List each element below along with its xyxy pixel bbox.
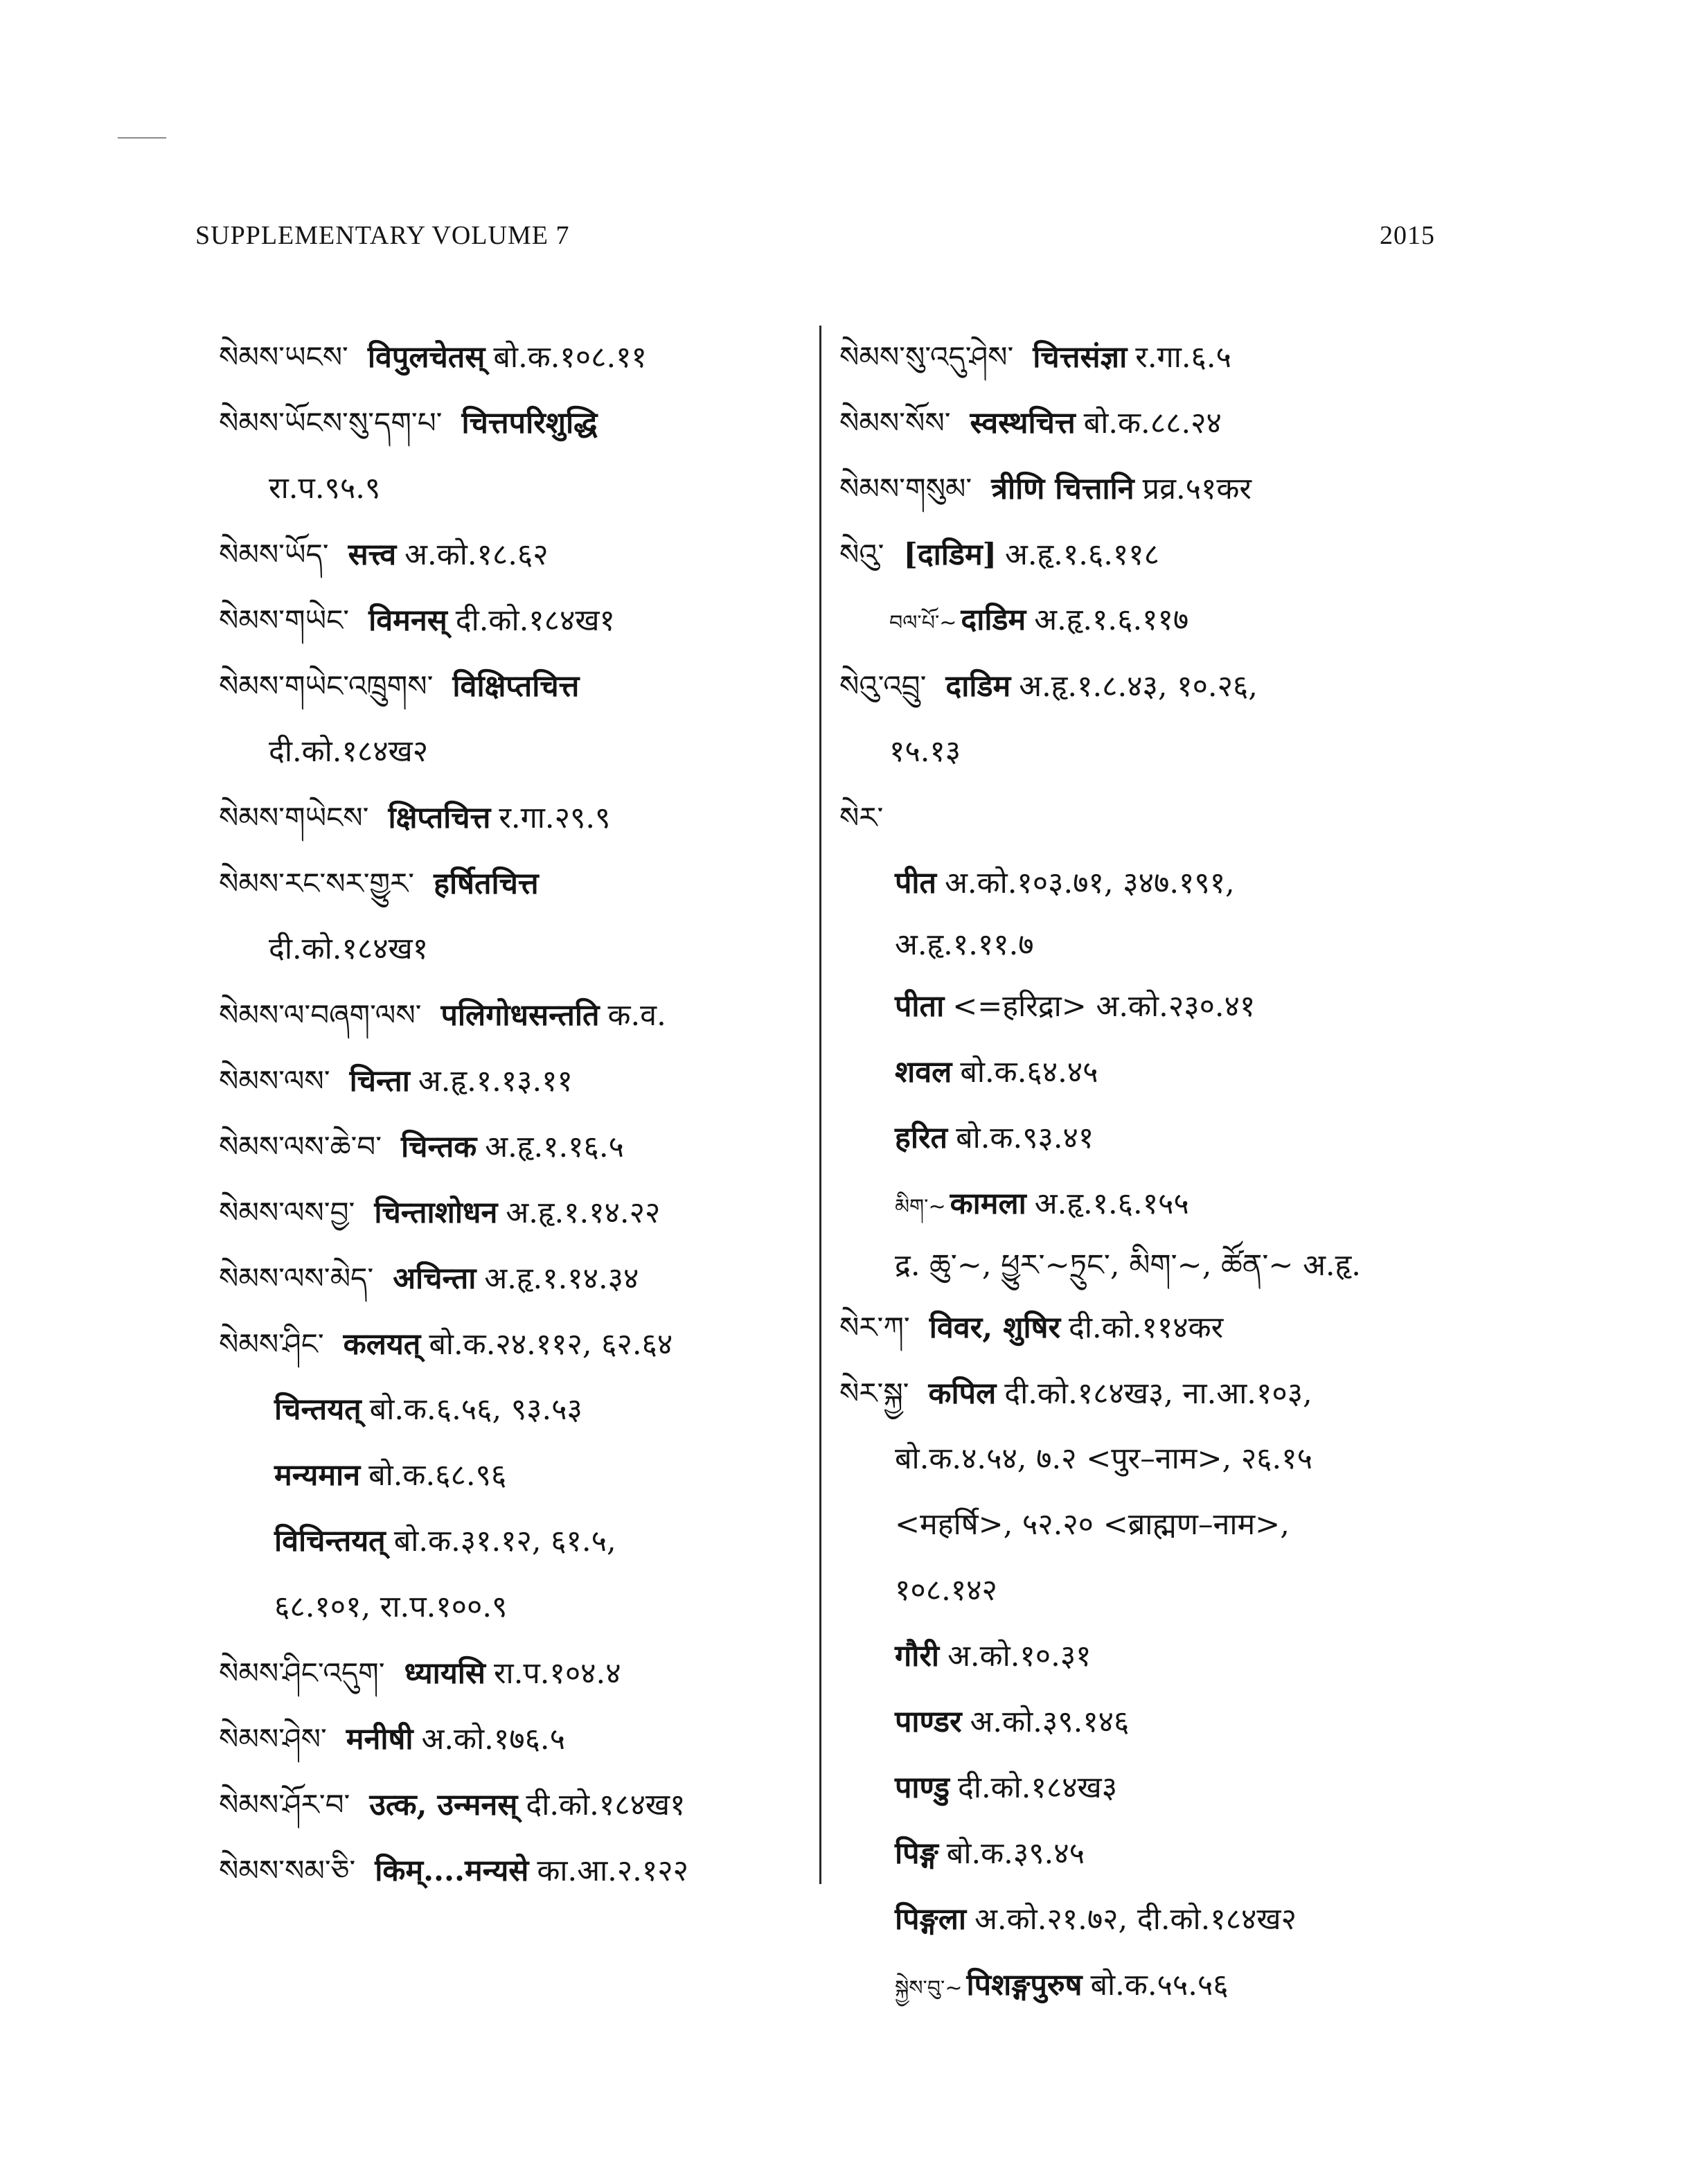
- sanskrit-equivalent: क्षिप्तचित्त: [388, 801, 491, 835]
- source-reference: अ.हृ.१.११.७: [895, 927, 1034, 962]
- source-reference: दी.को.१८४ख१: [455, 603, 615, 638]
- sanskrit-equivalent: पलिगोधसन्तति: [440, 998, 600, 1033]
- dictionary-entry: [839, 1492, 1442, 1558]
- source-reference: र.गा.६.५: [1135, 340, 1231, 375]
- dictionary-entry: [219, 1640, 808, 1706]
- source-reference: बो.क.६४.४५: [960, 1055, 1098, 1090]
- source-reference: का.आ.२.१२२: [537, 1854, 688, 1888]
- source-reference: अ.हृ.१.१४.३४: [484, 1261, 639, 1296]
- source-reference: अ.हृ.१.६.११७: [1034, 603, 1189, 637]
- dictionary-entry: [839, 1106, 1442, 1171]
- sanskrit-equivalent: पीत: [895, 866, 937, 900]
- source-reference: बो.क.५५.५६: [1090, 1968, 1229, 2003]
- dictionary-entry: [219, 653, 808, 719]
- sanskrit-equivalent: स्वस्थचित्त: [970, 406, 1076, 441]
- tibetan-subword: མིག་~: [895, 1195, 946, 1219]
- tibetan-headword: སེམས་སུ་འདུ་ཤེས་: [839, 340, 1014, 374]
- tibetan-subword: བལ་པོ་~: [889, 611, 957, 635]
- tibetan-headword: སེམས་ཤོར་བ་: [219, 1788, 350, 1822]
- tibetan-headword: སེམས་གཡེང་འཁྲུགས་: [219, 669, 434, 703]
- source-reference: अ.को.१०.३१: [947, 1639, 1092, 1673]
- dictionary-entry: [219, 1443, 808, 1509]
- tibetan-headword: སེའུ་འབྲུ་: [839, 669, 927, 703]
- source-reference: दी.को.१८४ख३: [958, 1770, 1118, 1805]
- source-reference: दी.को.१८४ख३, ना.आ.१०३,: [1004, 1376, 1312, 1411]
- sanskrit-equivalent: उत्क, उन्मनस्: [369, 1788, 518, 1822]
- sanskrit-equivalent: चिन्ताशोधन: [374, 1196, 498, 1230]
- source-reference: अ.को.१८.६२: [404, 538, 549, 572]
- sanskrit-equivalent: पिङ्ग: [895, 1836, 938, 1871]
- sanskrit-equivalent: कामला: [950, 1187, 1026, 1221]
- tibetan-headword: སེམས་ལས་བྱ་: [219, 1196, 355, 1229]
- source-reference: १५.१३: [889, 734, 961, 769]
- sanskrit-equivalent: चिन्तयत्: [274, 1392, 362, 1427]
- header-title: SUPPLEMENTARY VOLUME 7: [195, 221, 570, 250]
- dictionary-entry: [839, 1887, 1442, 1953]
- tibetan-subword: སྐྱེས་བུ་~: [895, 1976, 963, 2000]
- source-reference: दी.को.११४कर: [1069, 1311, 1224, 1345]
- dictionary-entry: [219, 1245, 808, 1311]
- dictionary-entry: [839, 1360, 1442, 1426]
- dictionary-entry: [839, 1426, 1442, 1492]
- source-reference: प्रव्र.५१कर: [1142, 472, 1252, 506]
- source-reference: अ.को.३९.१४६: [970, 1705, 1130, 1739]
- dictionary-entry: [839, 390, 1442, 456]
- source-reference: क.व.: [607, 998, 666, 1033]
- source-reference: र.गा.२९.९: [499, 801, 611, 835]
- source-reference: ६८.१०१, रा.प.१००.९: [274, 1590, 508, 1624]
- tibetan-headword: སེར་ཀ་: [839, 1311, 910, 1344]
- source-reference: अ.हृ.१.१४.२२: [506, 1196, 661, 1230]
- dictionary-entry: [219, 324, 808, 390]
- sanskrit-equivalent: गौरी: [895, 1639, 940, 1673]
- sanskrit-equivalent: सत्त्व: [348, 538, 397, 572]
- sanskrit-equivalent: पाण्डर: [895, 1705, 962, 1739]
- sanskrit-equivalent: विवर, शुषिर: [929, 1311, 1061, 1345]
- right-column: [839, 324, 1442, 2018]
- running-header: [195, 220, 1435, 262]
- dictionary-entry: [219, 1377, 808, 1443]
- sanskrit-equivalent: चिन्ता: [349, 1064, 410, 1099]
- sanskrit-equivalent: हरित: [895, 1121, 948, 1155]
- dictionary-entry: [219, 1114, 808, 1180]
- source-reference: अ.को.२१.७२, दी.को.१८४ख२: [974, 1902, 1297, 1937]
- tibetan-headword: སེམས་ལས་: [219, 1064, 330, 1098]
- dictionary-entry: [219, 390, 808, 456]
- tibetan-headword: སེམས་ལ་བཞག་ལས་: [219, 998, 422, 1032]
- sanskrit-equivalent: मनीषी: [346, 1722, 413, 1757]
- dictionary-entry: [219, 1509, 808, 1574]
- dictionary-entry: [219, 916, 808, 982]
- sanskrit-equivalent: अचिन्ता: [393, 1261, 477, 1296]
- sanskrit-equivalent: विक्षिप्तचित्त: [452, 669, 580, 704]
- dictionary-entry: [219, 851, 808, 916]
- dictionary-entry: [839, 1821, 1442, 1887]
- tibetan-headword: སེམས་ཤེས་: [219, 1722, 327, 1756]
- dictionary-entry: [839, 1558, 1442, 1624]
- sanskrit-equivalent: दाडिम: [961, 603, 1026, 637]
- dictionary-entry: [839, 1295, 1442, 1360]
- source-reference: अ.हृ.१.६.१५५: [1034, 1187, 1189, 1221]
- tibetan-headword: སེམས་གསུམ་: [839, 472, 972, 506]
- source-reference: अ.को.१७६.५: [421, 1722, 565, 1757]
- tibetan-headword: སེམས་ཡོད་: [219, 538, 329, 571]
- dictionary-entry: [839, 522, 1442, 587]
- source-reference: <=हरिद्रा> अ.को.२३०.४१: [952, 989, 1256, 1024]
- source-reference: बो.क.४.५४, ७.२ <पुर–नाम>, २६.१५: [895, 1441, 1312, 1476]
- source-reference: दी.को.१८४ख१: [269, 932, 429, 966]
- sanskrit-equivalent: चित्तसंज्ञा: [1033, 340, 1128, 375]
- dictionary-entry: [219, 1311, 808, 1377]
- dictionary-entry: [219, 1706, 808, 1772]
- sanskrit-equivalent: ध्यायसि: [404, 1656, 486, 1691]
- sanskrit-equivalent: विमनस्: [368, 603, 447, 638]
- source-reference: बो.क.३१.१२, ६१.५,: [393, 1524, 616, 1559]
- sanskrit-equivalent: विपुलचेतस्: [367, 340, 486, 375]
- sanskrit-equivalent: हर्षितचित्त: [434, 867, 539, 901]
- sanskrit-equivalent: पिशङ्गपुरुष: [966, 1968, 1083, 2003]
- source-reference: बो.क.९३.४१: [956, 1121, 1094, 1155]
- sanskrit-equivalent: त्रीणि चित्तानि: [991, 472, 1134, 506]
- sanskrit-equivalent: पीता: [895, 989, 945, 1024]
- source-reference: दी.को.१८४ख१: [526, 1788, 686, 1822]
- dictionary-entry: [839, 916, 1442, 974]
- dictionary-entry: [219, 1838, 808, 1903]
- source-reference: अ.को.१०३.७१, ३४७.१९१,: [945, 866, 1235, 900]
- dictionary-entry: [839, 785, 1442, 851]
- source-reference: १०८.१४२: [895, 1573, 997, 1608]
- dictionary-entry: [219, 1048, 808, 1114]
- tibetan-headword: སེམས་རང་སར་གྱུར་: [219, 867, 415, 900]
- left-column: [219, 324, 808, 1903]
- source-reference: बो.क.६.५६, ९३.५३: [369, 1392, 582, 1427]
- dictionary-entry: [219, 587, 808, 653]
- tibetan-headword: སེར་སྐྱ་: [839, 1376, 909, 1410]
- tibetan-headword: སེམས་སོས་: [839, 406, 951, 440]
- sanskrit-equivalent: पाण्डु: [895, 1770, 950, 1805]
- sanskrit-equivalent: पिङ्गला: [895, 1902, 967, 1937]
- dictionary-entry: [219, 982, 808, 1048]
- tibetan-headword: སེའུ་: [839, 538, 884, 571]
- source-reference: अ.हृ.१.६.११८: [1005, 538, 1159, 572]
- dictionary-entry: [219, 522, 808, 587]
- source-reference: बो.क.२४.११२, ६२.६४: [429, 1327, 673, 1362]
- dictionary-entry: [839, 1689, 1442, 1755]
- dictionary-entry: [839, 587, 1442, 653]
- tibetan-headword: སེམས་ཡོངས་སུ་དག་པ་: [219, 406, 443, 440]
- source-reference: दी.को.१८४ख२: [269, 734, 429, 769]
- tibetan-headword: སེམས་ཡངས་: [219, 340, 348, 374]
- sanskrit-equivalent: शवल: [895, 1055, 952, 1090]
- sanskrit-equivalent: चित्तपरिशुद्धि: [461, 406, 598, 441]
- dictionary-entry: [219, 1772, 808, 1838]
- source-reference: रा.प.१०४.४: [493, 1656, 621, 1691]
- sanskrit-equivalent: दाडिम: [945, 669, 1011, 704]
- source-reference: <महर्षि>, ५२.२० <ब्राह्मण–नाम>,: [895, 1507, 1290, 1542]
- source-reference: बो.क.६८.९६: [368, 1458, 507, 1493]
- sanskrit-equivalent: कलयत्: [343, 1327, 421, 1362]
- dictionary-entry: [839, 1953, 1442, 2018]
- tibetan-headword: སེམས་གཡེང་: [219, 603, 350, 637]
- dictionary-entry: [839, 1040, 1442, 1106]
- page-number: 2015: [1380, 221, 1435, 250]
- dictionary-entry: [839, 1624, 1442, 1689]
- dictionary-entry: [219, 456, 808, 522]
- dictionary-entry: [219, 1180, 808, 1245]
- sanskrit-equivalent: मन्यमान: [274, 1458, 361, 1493]
- tibetan-headword: སེམས་ཤིང་འདུག་: [219, 1656, 385, 1690]
- tibetan-headword: སེམས་གཡེངས་: [219, 801, 369, 835]
- source-reference: रा.प.९५.९: [269, 471, 381, 506]
- dictionary-entry: [839, 719, 1442, 785]
- source-reference: बो.क.३९.४५: [946, 1836, 1085, 1871]
- sanskrit-equivalent: चिन्तक: [401, 1130, 477, 1164]
- column-divider: [819, 326, 821, 1884]
- tibetan-headword: སེམས་ལས་མེད་: [219, 1261, 374, 1295]
- dictionary-entry: [219, 785, 808, 851]
- sanskrit-equivalent: [दाडिम]: [903, 538, 997, 572]
- source-reference: द्र. ཆུ་~, ཕྱུར་~ཏྲུང་, མིག་~, ཚོན་~ अ.हृ.: [895, 1248, 1361, 1283]
- dictionary-entry: [839, 1755, 1442, 1821]
- dictionary-entry: [839, 974, 1442, 1040]
- source-reference: अ.हृ.१.१३.११: [418, 1064, 573, 1099]
- source-reference: बो.क.१०८.११: [493, 340, 647, 375]
- source-reference: अ.हृ.१.१६.५: [485, 1130, 624, 1164]
- tibetan-headword: སེམས་སམ་ཅི་: [219, 1854, 356, 1888]
- source-reference: अ.हृ.१.८.४३, १०.२६,: [1019, 669, 1258, 704]
- dictionary-entry: [839, 653, 1442, 719]
- dictionary-entry: [839, 851, 1442, 916]
- source-reference: बो.क.८८.२४: [1083, 406, 1222, 441]
- dictionary-entry: [219, 1574, 808, 1640]
- dictionary-entry: [839, 1237, 1442, 1295]
- scan-mark: [118, 137, 166, 139]
- tibetan-headword: སེར་: [839, 801, 884, 835]
- dictionary-entry: [839, 1171, 1442, 1237]
- sanskrit-equivalent: विचिन्तयत्: [274, 1524, 386, 1559]
- sanskrit-equivalent: किम्....मन्यसे: [375, 1854, 529, 1888]
- sanskrit-equivalent: कपिल: [928, 1376, 997, 1411]
- dictionary-entry: [839, 456, 1442, 522]
- dictionary-entry: [219, 719, 808, 785]
- tibetan-headword: སེམས་ཤིང་: [219, 1327, 324, 1361]
- tibetan-headword: སེམས་ལས་ཆེ་བ་: [219, 1130, 382, 1164]
- dictionary-entry: [839, 324, 1442, 390]
